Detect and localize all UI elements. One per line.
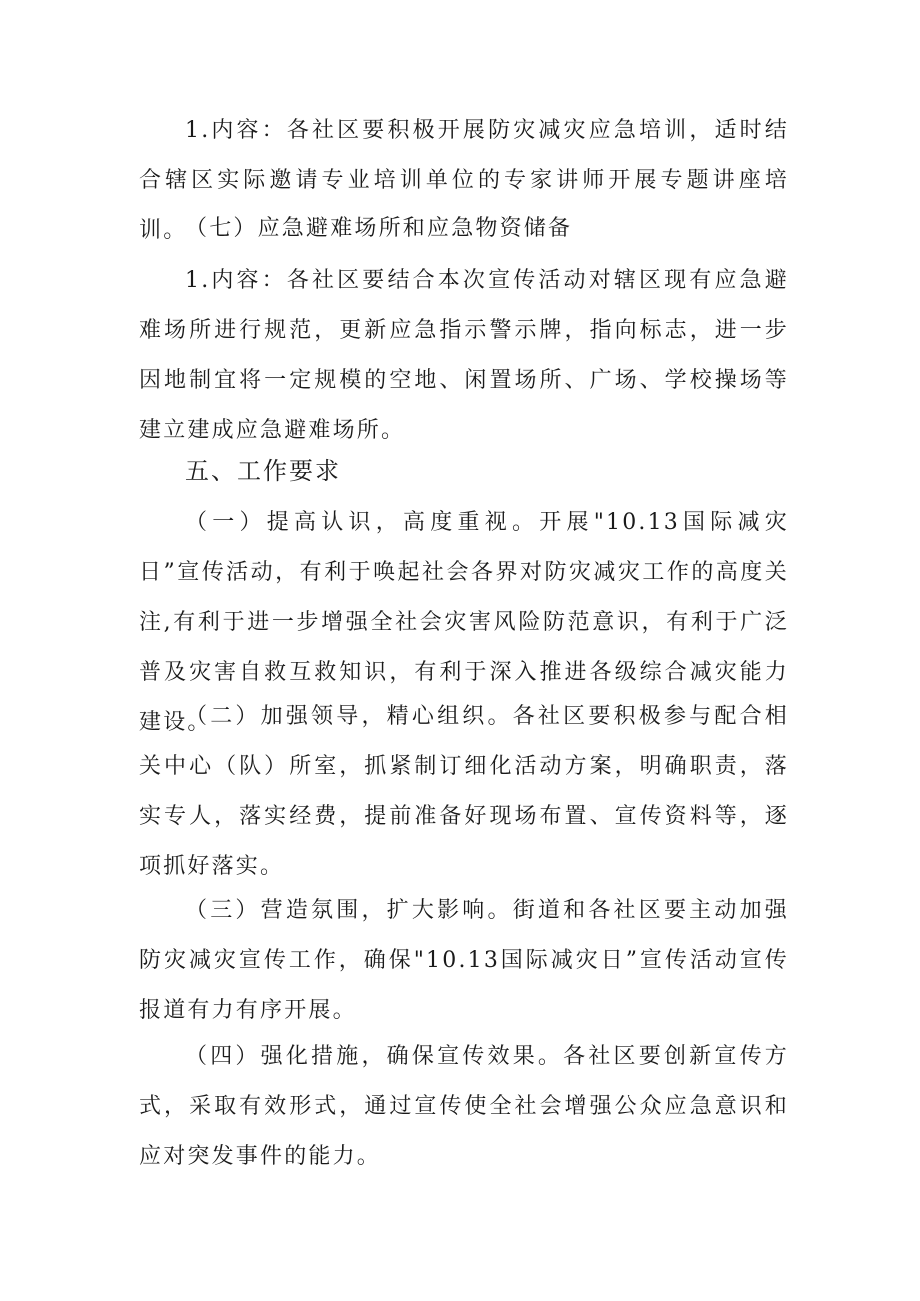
- section-heading-shelter: （七）应急避难场所和应急物资储备: [185, 216, 573, 241]
- paragraph-requirement-4: （四）强化措施，确保宣传效果。各社区要创新宣传方式，采取有效形式，通过宣传使全社会增强公众应急意识和应对突发事件的能力。: [139, 1044, 789, 1169]
- section-title-work-requirements: 五、工作要求: [185, 457, 341, 485]
- paragraph-shelter-content: 1.内容：各社区要结合本次宣传活动对辖区现有应急避难场所进行规范，更新应急指示警示牌，指向标志，进一步因地制宜将一定规模的空地、闲置场所、广场、学校操场等建立建成应急避难场所。: [139, 268, 789, 443]
- paragraph-training-content: 1.内容：各社区要积极开展防灾减灾应急培训，适时结合辖区实际邀请专业培训单位的专家讲师开展专题讲座培训。: [139, 118, 789, 243]
- paragraph-requirement-1: （一）提高认识，高度重视。开展"10.13国际减灾日”宣传活动，有利于唤起社会各界对防灾减灾工作的高度关注,有利于进一步增强全社会灾害风险防范意识，有利于广泛普及灾害自救互救知识，有利于深入推进各级综合减灾能力建设。: [139, 510, 789, 735]
- paragraph-requirement-3: （三）营造氛围，扩大影响。街道和各社区要主动加强防灾减灾宣传工作，确保"10.13国际减灾日”宣传活动宣传报道有力有序开展。: [139, 898, 789, 1023]
- paragraph-requirement-2: （二）加强领导，精心组织。各社区要积极参与配合相关中心（队）所室，抓紧制订细化活动方案，明确职责，落实专人，落实经费，提前准备好现场布置、宣传资料等，逐项抓好落实。: [139, 704, 789, 879]
